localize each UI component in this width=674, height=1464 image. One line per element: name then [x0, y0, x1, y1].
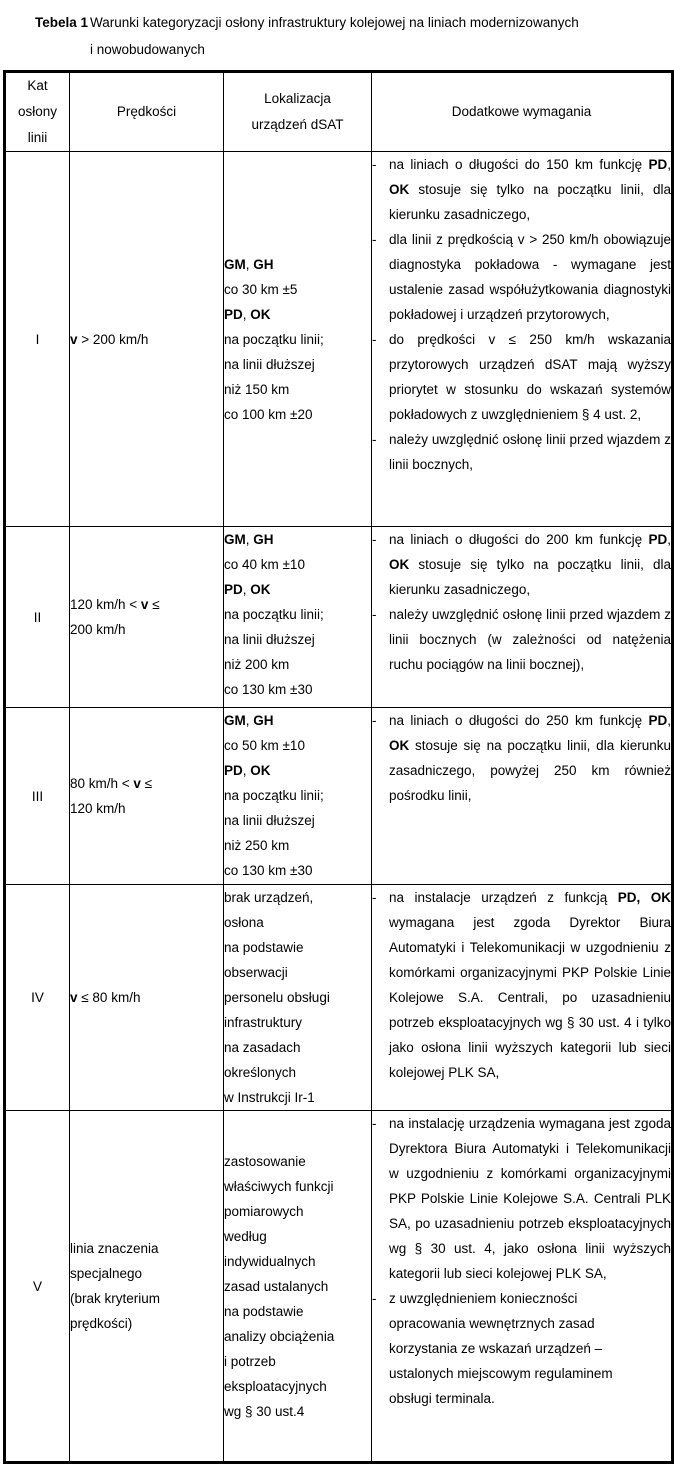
table-caption: [0, 0, 674, 63]
bullet-dash: -: [372, 332, 377, 347]
bullet-dash: -: [372, 890, 377, 905]
bullet-dash: -: [372, 432, 377, 447]
requirement-text: na liniach o długości do 150 km funkcję PD, OK stosuje się tylko na początku linii, dla kierunku zasadniczego,: [389, 157, 671, 222]
cell-speed: v ≤ 80 km/h: [70, 885, 224, 1111]
header-category-column: Kat osłony linii: [5, 72, 70, 152]
requirement-item: [372, 1111, 671, 1286]
cell-additional-requirements: [372, 152, 673, 527]
cell-additional-requirements: [372, 527, 673, 708]
bullet-dash: -: [372, 713, 377, 728]
cell-additional-requirements: [372, 708, 673, 885]
requirement-item: [372, 885, 671, 1085]
requirement-item: [372, 708, 671, 808]
bullet-dash: -: [372, 1291, 377, 1306]
header-additional-requirements-column: Dodatkowe wymagania: [372, 72, 673, 152]
cell-category: III: [5, 708, 70, 885]
table-row-I: [5, 152, 673, 527]
table-row-III: [5, 708, 673, 885]
requirement-text: należy uwzględnić osłonę linii przed wjazdem z linii bocznych (w zależności od natężenia ruchu pociągów na linii bocznej),: [389, 607, 671, 672]
cell-dsat-location: GM, GH co 50 km ±10 PD, OK na początku linii; na linii dłuższej niż 250 km co 130 km ±30: [224, 708, 372, 885]
requirement-text: dla linii z prędkością v > 250 km/h obowiązuje diagnostyka pokładowa - wymagane jest ustalenie zasad współużytkowania diagnostyki pokładowej i urządzeń przytorowych,: [389, 232, 671, 322]
requirement-item: [372, 1286, 671, 1411]
cell-additional-requirements: [372, 1111, 673, 1463]
cell-dsat-location: zastosowanie właściwych funkcji pomiarowych według indywidualnych zasad ustalanych na podstawie analizy obciążenia i potrzeb eksploatacyjnych wg § 30 ust.4: [224, 1111, 372, 1463]
categorization-table: [3, 70, 674, 1464]
cell-dsat-location: GM, GH co 40 km ±10 PD, OK na początku linii; na linii dłuższej niż 200 km co 130 km ±30: [224, 527, 372, 708]
requirement-item: [372, 327, 671, 427]
requirement-text: do prędkości v ≤ 250 km/h wskazania przytorowych urządzeń dSAT mają wyższy priorytet w stosunku do wskazań systemów pokładowych z uwzględnieniem § 4 ust. 2,: [389, 332, 671, 422]
header-dsat-location-column: Lokalizacja urządzeń dSAT: [224, 72, 372, 152]
requirement-item: [372, 152, 671, 227]
cell-category: II: [5, 527, 70, 708]
bullet-dash: -: [372, 232, 377, 247]
requirement-text: na liniach o długości do 250 km funkcję PD, OK stosuje się na początku linii, dla kierunku zasadniczego, powyżej 250 km również pośrodku linii,: [389, 713, 671, 803]
cell-category: I: [5, 152, 70, 527]
cell-dsat-location: GM, GH co 30 km ±5 PD, OK na początku linii; na linii dłuższej niż 150 km co 100 km ±20: [224, 152, 372, 527]
cell-speed: 80 km/h < v ≤ 120 km/h: [70, 708, 224, 885]
table-row-IV: [5, 885, 673, 1111]
table-caption-text: Warunki kategoryzacji osłony infrastruktury kolejowej na liniach modernizowanych i nowobudowanych: [90, 15, 579, 57]
requirement-text: z uwzględnieniem konieczności opracowania wewnętrznych zasad korzystania ze wskazań urządzeń – ustalonych miejscowym regulaminem obsługi terminala.: [389, 1291, 613, 1406]
bullet-dash: -: [372, 532, 377, 547]
requirement-text: na instalacje urządzeń z funkcją PD, OK wymagana jest zgoda Dyrektor Biura Automatyki i Telekomunikacji w uzgodnieniu z komórkami organizacyjnymi PKP Polskie Linie Kolejowe S.A. Centrali, po uzasadnieniu potrzeb eksploatacyjnych wg § 30 ust. 4 i tylko jako osłona linii wyższych kategorii lub sieci kolejowej PLK SA,: [389, 890, 671, 1080]
cell-speed: 120 km/h < v ≤ 200 km/h: [70, 527, 224, 708]
requirement-item: [372, 602, 671, 677]
cell-speed: v > 200 km/h: [70, 152, 224, 527]
requirement-text: na liniach o długości do 200 km funkcję PD, OK stosuje się tylko na początku linii, dla kierunku zasadniczego,: [389, 532, 671, 597]
bullet-dash: -: [372, 157, 377, 172]
cell-category: IV: [5, 885, 70, 1111]
table-row-V: [5, 1111, 673, 1463]
bullet-dash: -: [372, 607, 377, 622]
cell-dsat-location: brak urządzeń, osłona na podstawie obserwacji personelu obsługi infrastruktury na zasadach określonych w Instrukcji Ir-1: [224, 885, 372, 1111]
requirement-item: [372, 527, 671, 602]
requirement-item: [372, 227, 671, 327]
requirement-item: [372, 427, 671, 477]
cell-speed: linia znaczenia specjalnego (brak kryterium prędkości): [70, 1111, 224, 1463]
requirement-text: należy uwzględnić osłonę linii przed wjazdem z linii bocznych,: [389, 432, 671, 472]
cell-additional-requirements: [372, 885, 673, 1111]
table-header-row: [5, 72, 673, 152]
cell-category: V: [5, 1111, 70, 1463]
table-row-II: [5, 527, 673, 708]
requirement-text: na instalację urządzenia wymagana jest zgoda Dyrektora Biura Automatyki i Telekomunikacji w uzgodnieniu z komórkami organizacyjnymi PKP Polskie Linie Kolejowe S.A. Centrali PLK SA, po uzasadnieniu potrzeb eksploatacyjnych wg § 30 ust. 4, jako osłona linii wyższych kategorii lub sieci kolejowej PLK SA,: [389, 1116, 671, 1281]
bullet-dash: -: [372, 1116, 377, 1131]
header-speed-column: Prędkości: [70, 72, 224, 152]
table-caption-label: Tebela 1: [35, 15, 89, 30]
